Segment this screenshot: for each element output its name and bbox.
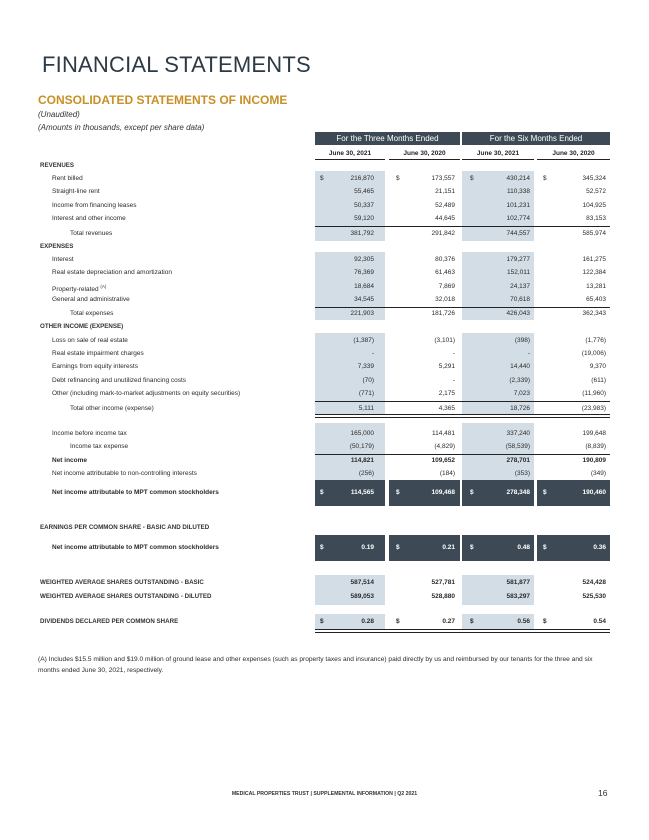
cell-value: (58,539) <box>505 443 530 450</box>
col-header-q2-2021: June 30, 2021 <box>315 148 385 160</box>
cell-value: (1,776) <box>585 337 606 344</box>
col-header-q2-2020: June 30, 2020 <box>389 148 460 160</box>
cell-value: 5,111 <box>358 405 374 412</box>
row-label: Total other income (expense) <box>70 405 154 412</box>
cell-value: 114,821 <box>350 457 374 464</box>
cell-value: 430,214 <box>506 175 530 182</box>
total-row <box>0 308 649 320</box>
cell-value: (2,339) <box>509 377 530 384</box>
row-label: General and administrative <box>52 296 130 303</box>
double-rule <box>315 629 610 633</box>
cell-value: 5,291 <box>438 363 455 370</box>
three-months-header: For the Three Months Ended <box>315 132 460 145</box>
wa-diluted-row <box>0 591 649 603</box>
currency-symbol: $ <box>470 544 474 551</box>
cell-value: 278,348 <box>506 489 530 496</box>
currency-symbol: $ <box>320 618 324 625</box>
cell-value: 587,514 <box>350 579 374 586</box>
cell-value: (4,829) <box>434 443 455 450</box>
cell-value: 76,369 <box>354 269 374 276</box>
cell-value: 2,175 <box>438 390 455 397</box>
cell-value: 34,545 <box>354 296 374 303</box>
footnote-marker: (A) <box>100 284 107 289</box>
cell-value: 528,880 <box>431 593 455 600</box>
unaudited-note: (Unaudited) <box>38 110 80 119</box>
row-label: Net income <box>52 457 88 464</box>
cell-value: (3,101) <box>434 337 455 344</box>
cell-value: 524,428 <box>582 579 606 586</box>
section-label: DIVIDENDS DECLARED PER COMMON SHARE <box>40 618 179 625</box>
net-income-mpt-row <box>0 487 649 499</box>
cell-value: 18,726 <box>510 405 530 412</box>
cell-value: 0.21 <box>442 544 455 551</box>
cell-value: 181,726 <box>431 310 455 317</box>
cell-value: 52,572 <box>586 188 606 195</box>
currency-symbol: $ <box>543 489 547 496</box>
cell-value: 50,337 <box>354 202 374 209</box>
col-header-six-2020: June 30, 2020 <box>537 148 610 160</box>
cell-value: 345,324 <box>582 175 606 182</box>
cell-value: 362,343 <box>582 310 606 317</box>
cell-value: 92,305 <box>354 256 374 263</box>
table-row <box>0 200 649 212</box>
wa-basic-row <box>0 577 649 589</box>
cell-value: 7,869 <box>438 283 455 290</box>
cell-value: (771) <box>358 390 374 397</box>
cell-value: 109,468 <box>431 489 455 496</box>
cell-value: 7,339 <box>357 363 374 370</box>
cell-value: 152,011 <box>506 269 530 276</box>
cell-value: (349) <box>590 470 606 477</box>
cell-value: 190,460 <box>582 489 606 496</box>
cell-value: (8,839) <box>585 443 606 450</box>
row-label-text: Property-related <box>52 286 99 294</box>
cell-value: 21,151 <box>435 188 455 195</box>
cell-value: 0.54 <box>593 618 606 625</box>
six-months-header: For the Six Months Ended <box>462 132 610 145</box>
cell-value: - <box>527 350 530 357</box>
cell-value: 14,440 <box>510 363 530 370</box>
cell-value: 61,463 <box>435 269 455 276</box>
section-label: EARNINGS PER COMMON SHARE - BASIC AND DILUTED <box>40 524 210 531</box>
cell-value: 59,120 <box>354 215 374 222</box>
cell-value: 18,684 <box>354 283 374 290</box>
currency-symbol: $ <box>396 544 400 551</box>
cell-value: (353) <box>514 470 530 477</box>
row-label: Straight-line rent <box>52 188 100 195</box>
cell-value: 161,275 <box>582 256 606 263</box>
section-label: WEIGHTED AVERAGE SHARES OUTSTANDING - BASIC <box>40 579 204 586</box>
row-label: Earnings from equity interests <box>52 363 138 370</box>
cell-value: 102,774 <box>506 215 530 222</box>
row-label: Loss on sale of real estate <box>52 337 128 344</box>
cell-value: 55,465 <box>354 188 374 195</box>
row-label: Rent billed <box>52 175 83 182</box>
cell-value: 190,809 <box>582 457 606 464</box>
table-row <box>0 267 649 279</box>
cell-value: (50,179) <box>349 443 374 450</box>
dividends-row <box>0 616 649 628</box>
row-label: Net income attributable to MPT common stockholders <box>52 544 219 551</box>
cell-value: 337,240 <box>506 430 530 437</box>
cell-value: (611) <box>591 377 606 384</box>
cell-value: 80,376 <box>435 256 455 263</box>
table-row <box>0 375 649 387</box>
page-footer: MEDICAL PROPERTIES TRUST | SUPPLEMENTAL INFORMATION | Q2 2021 <box>231 791 418 797</box>
cell-value: 4,365 <box>438 405 455 412</box>
cell-value: (19,006) <box>581 350 606 357</box>
currency-symbol: $ <box>543 175 547 182</box>
currency-symbol: $ <box>543 544 547 551</box>
section-label: REVENUES <box>40 162 75 169</box>
cell-value: 65,403 <box>586 296 606 303</box>
currency-symbol: $ <box>396 489 400 496</box>
cell-value: 0.28 <box>361 618 374 625</box>
row-label: Total expenses <box>70 310 114 317</box>
cell-value: 0.36 <box>593 544 606 551</box>
table-row <box>0 428 649 440</box>
cell-value: 583,297 <box>506 593 530 600</box>
cell-value: 216,870 <box>350 175 374 182</box>
currency-symbol: $ <box>470 489 474 496</box>
cell-value: (398) <box>514 337 530 344</box>
table-row <box>0 335 649 347</box>
row-label: Other (including mark-to-market adjustments on equity securities) <box>52 390 241 397</box>
cell-value: (23,983) <box>581 405 606 412</box>
cell-value: - <box>452 377 455 384</box>
cell-value: 0.19 <box>361 544 374 551</box>
row-label: Income before income tax <box>52 430 127 437</box>
table-row <box>0 173 649 185</box>
cell-value: (70) <box>362 377 374 384</box>
net-income-row <box>0 455 649 467</box>
cell-value: (184) <box>439 470 455 477</box>
cell-value: 278,701 <box>506 457 530 464</box>
table-row <box>0 294 649 306</box>
section-other-income <box>0 321 649 333</box>
section-label: WEIGHTED AVERAGE SHARES OUTSTANDING - DILUTED <box>40 593 212 600</box>
cell-value: 199,648 <box>582 430 606 437</box>
section-label: EXPENSES <box>40 243 74 250</box>
row-label: Interest and other income <box>52 215 126 222</box>
cell-value: 525,530 <box>582 593 606 600</box>
currency-symbol: $ <box>396 175 400 182</box>
row-label: Interest <box>52 256 74 263</box>
cell-value: 9,370 <box>589 363 606 370</box>
total-row <box>0 228 649 240</box>
double-rule <box>315 414 610 418</box>
table-row <box>0 348 649 360</box>
cell-value: 109,652 <box>431 457 455 464</box>
row-label: Total revenues <box>70 230 113 237</box>
cell-value: 7,023 <box>513 390 530 397</box>
section-label: OTHER INCOME (EXPENSE) <box>40 323 124 330</box>
cell-value: (256) <box>358 470 374 477</box>
cell-value: 221,903 <box>350 310 374 317</box>
subtotal-rule <box>315 401 610 402</box>
cell-value: 52,489 <box>435 202 455 209</box>
cell-value: (1,387) <box>353 337 374 344</box>
cell-value: 104,925 <box>582 202 606 209</box>
page-number: 16 <box>598 788 608 798</box>
cell-value: 589,053 <box>350 593 374 600</box>
cell-value: - <box>452 350 455 357</box>
cell-value: (11,960) <box>582 390 606 397</box>
currency-symbol: $ <box>320 489 324 496</box>
cell-value: 179,277 <box>506 256 530 263</box>
row-label: Net income attributable to non-controlling interests <box>52 470 197 477</box>
section-eps <box>0 522 649 534</box>
currency-symbol: $ <box>396 618 400 625</box>
currency-symbol: $ <box>320 175 324 182</box>
cell-value: 32,018 <box>435 296 455 303</box>
cell-value: 13,281 <box>586 283 606 290</box>
cell-value: 585,974 <box>582 230 606 237</box>
page-title: FINANCIAL STATEMENTS <box>42 52 311 77</box>
cell-value: 165,000 <box>350 430 374 437</box>
row-label: Debt refinancing and unutilized financing costs <box>52 377 187 384</box>
section-revenues <box>0 160 649 172</box>
eps-row <box>0 542 649 554</box>
currency-symbol: $ <box>470 618 474 625</box>
cell-value: 101,231 <box>506 202 530 209</box>
cell-value: 426,043 <box>506 310 530 317</box>
cell-value: 83,153 <box>586 215 606 222</box>
cell-value: 114,481 <box>431 430 455 437</box>
table-row <box>0 468 649 480</box>
cell-value: 44,645 <box>435 215 455 222</box>
row-label: Real estate depreciation and amortization <box>52 269 172 276</box>
table-row <box>0 186 649 198</box>
table-row <box>0 441 649 453</box>
table-row <box>0 388 649 400</box>
cell-value: 744,557 <box>506 230 530 237</box>
currency-symbol: $ <box>320 544 324 551</box>
cell-value: - <box>371 350 374 357</box>
table-row <box>0 213 649 225</box>
table-row <box>0 281 649 293</box>
currency-symbol: $ <box>543 618 547 625</box>
footnote: (A) Includes $15.5 million and $19.0 million of ground lease and other expenses (such as property taxes and insurance) paid directly by us and reimbursed by our tenants for the three and six months ended June 30, 2021, respectively. <box>38 656 593 674</box>
cell-value: 110,338 <box>506 188 530 195</box>
table-row <box>0 254 649 266</box>
cell-value: 114,565 <box>350 489 374 496</box>
amounts-note: (Amounts in thousands, except per share data) <box>38 123 205 132</box>
cell-value: 0.48 <box>517 544 530 551</box>
cell-value: 0.56 <box>517 618 530 625</box>
row-label: Income from financing leases <box>52 202 137 209</box>
row-label: Income tax expense <box>70 443 129 450</box>
row-label: Net income attributable to MPT common stockholders <box>52 489 219 496</box>
cell-value: 122,384 <box>582 269 606 276</box>
table-row <box>0 361 649 373</box>
statement-subtitle: CONSOLIDATED STATEMENTS OF INCOME <box>38 93 288 107</box>
cell-value: 0.27 <box>442 618 455 625</box>
row-label: Real estate impairment charges <box>52 350 144 357</box>
cell-value: 527,781 <box>431 579 455 586</box>
section-expenses <box>0 241 649 253</box>
cell-value: 24,137 <box>510 283 530 290</box>
cell-value: 291,842 <box>431 230 455 237</box>
col-header-six-2021: June 30, 2021 <box>462 148 534 160</box>
cell-value: 70,618 <box>510 296 530 303</box>
cell-value: 581,877 <box>506 579 530 586</box>
cell-value: 381,792 <box>350 230 374 237</box>
currency-symbol: $ <box>470 175 474 182</box>
subtotal-rule <box>315 226 610 227</box>
cell-value: 173,557 <box>431 175 455 182</box>
